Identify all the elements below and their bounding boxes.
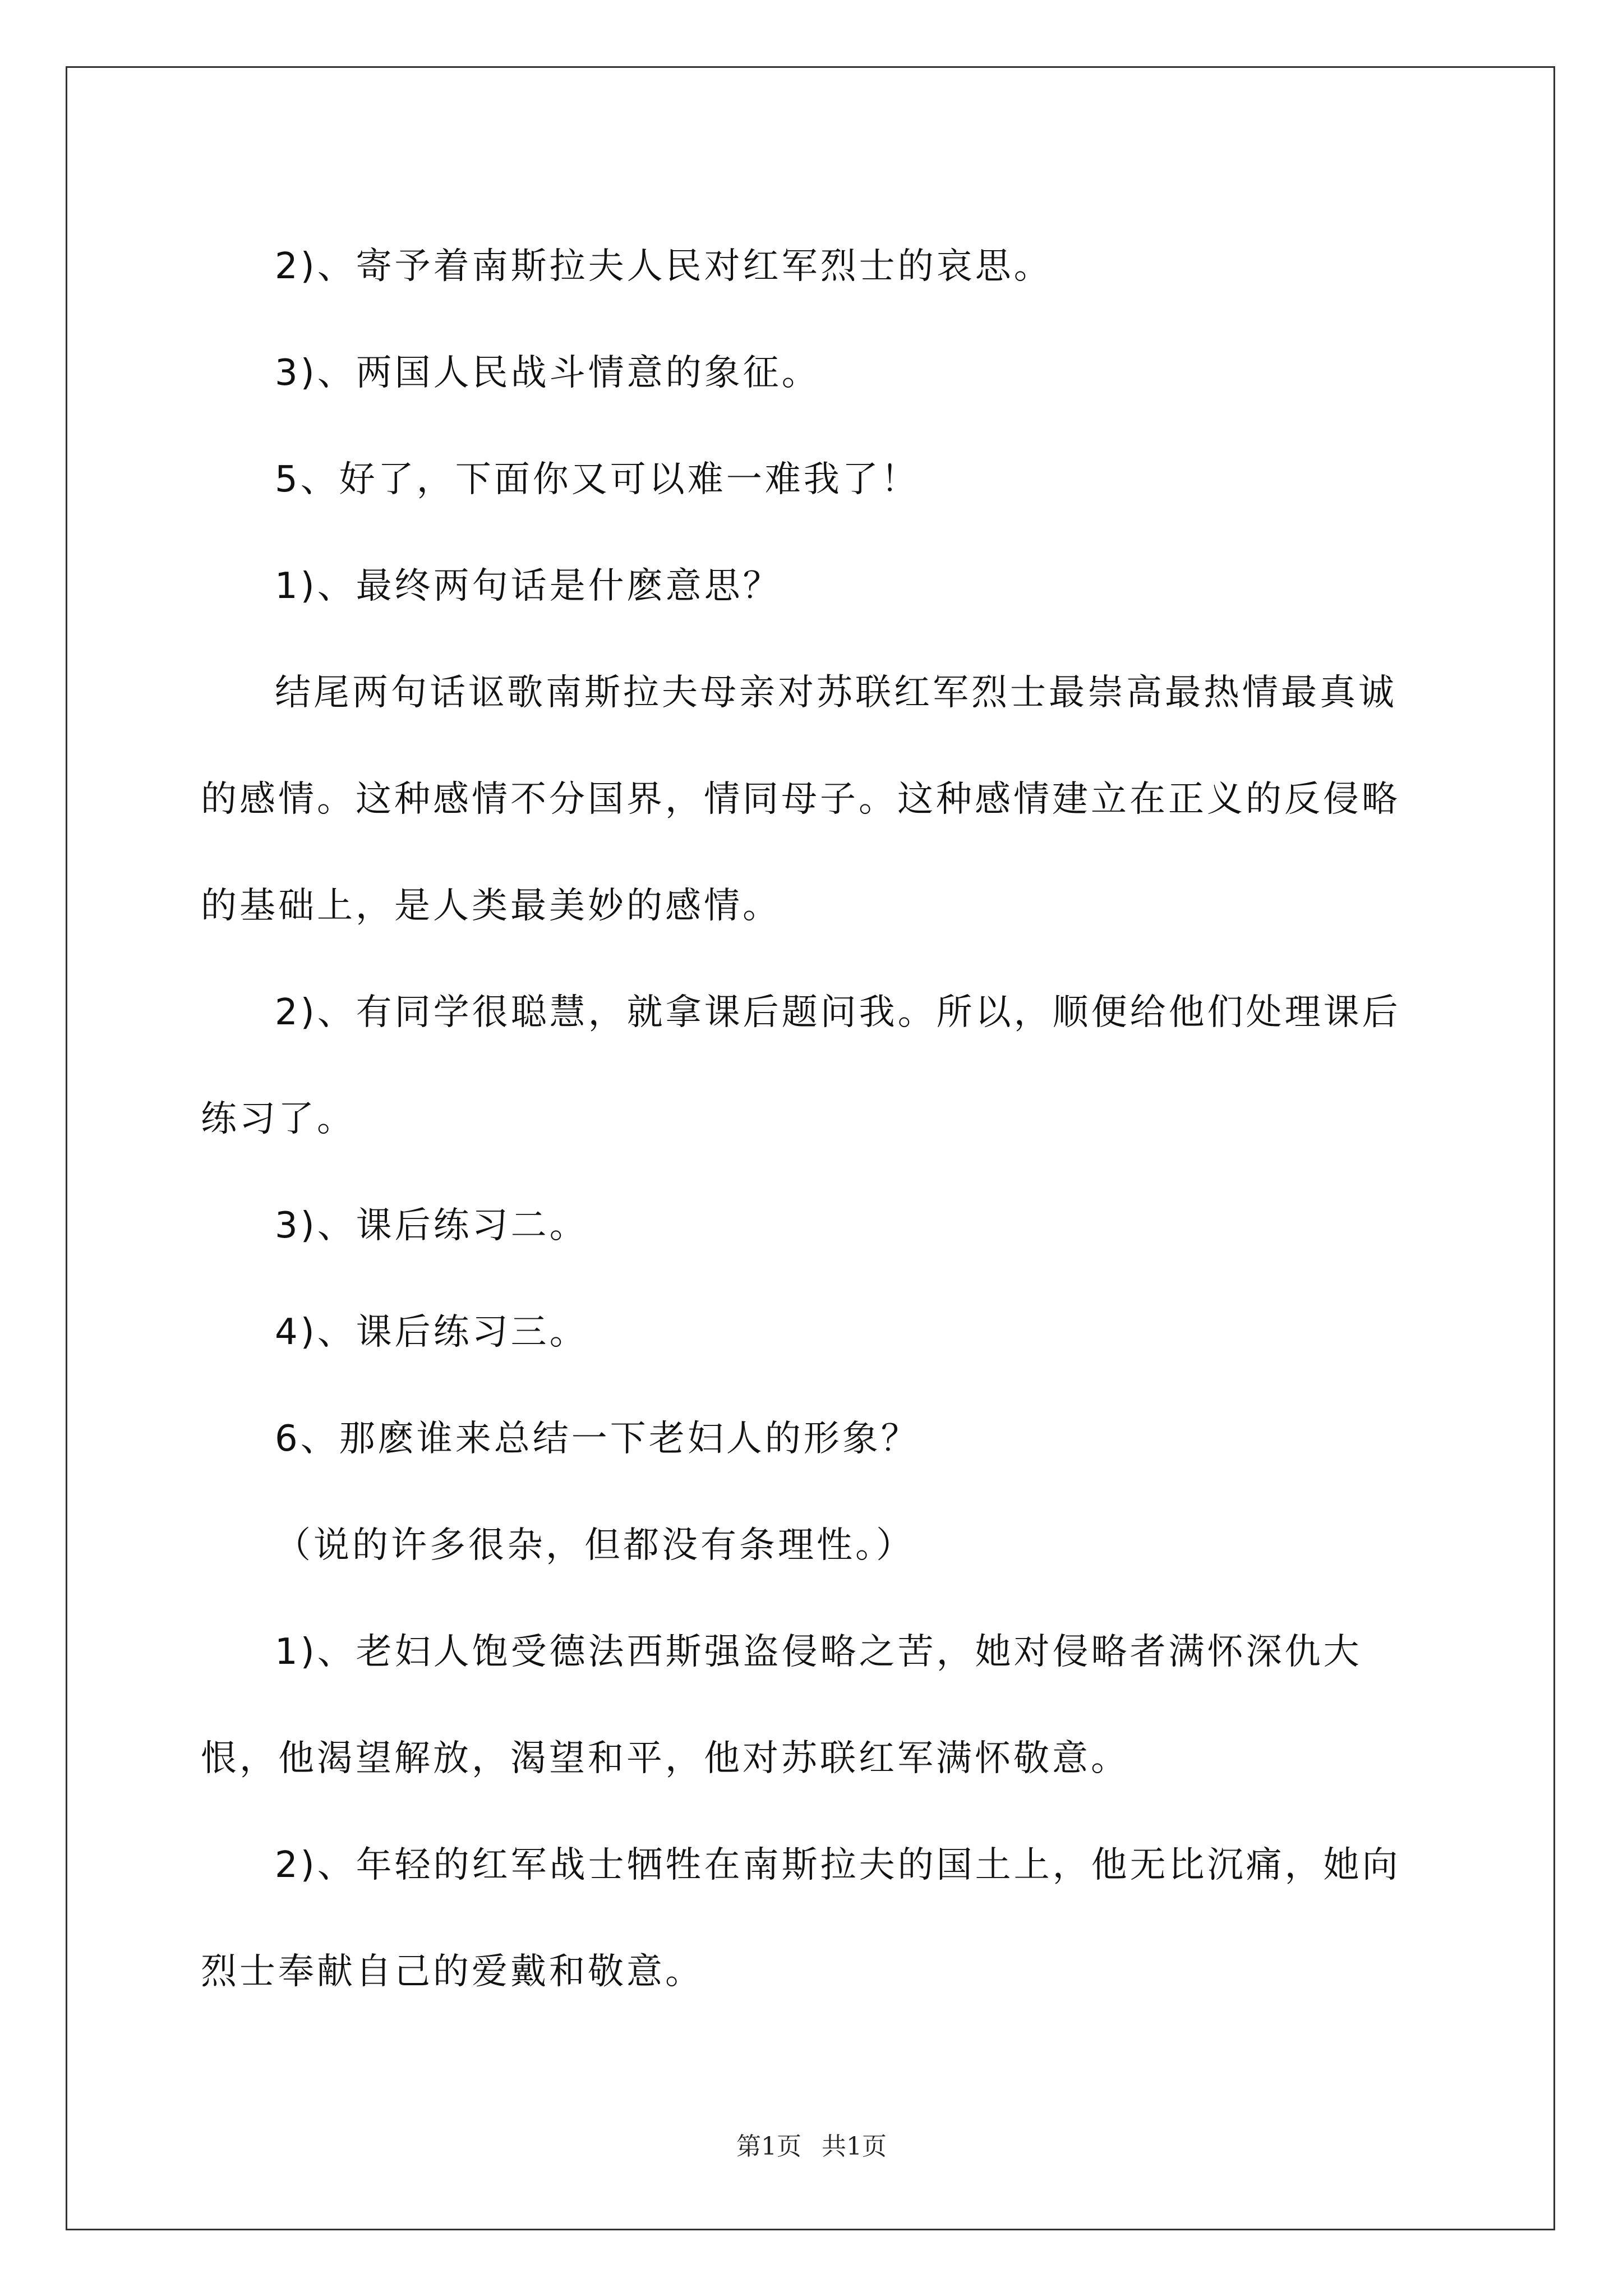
document-body bbox=[201, 213, 1432, 2025]
paragraph: 3)、课后练习二。 bbox=[275, 1205, 588, 1246]
paragraph: 2)、寄予着南斯拉夫人民对红军烈士的哀思。 bbox=[275, 246, 1053, 287]
paragraph: 1)、最终两句话是什麽意思？ bbox=[275, 565, 782, 607]
paragraph: 4)、课后练习三。 bbox=[275, 1312, 588, 1353]
paragraph: 1)、老妇人饱受德法西斯强盗侵略之苦，她对侵略者满怀深仇大恨，他渴望解放，渴望和平，他对苏联红军满怀敬意。 bbox=[201, 1631, 1362, 1779]
page-footer bbox=[0, 2126, 1623, 2162]
paragraph: 2)、年轻的红军战士牺牲在南斯拉夫的国土上，他无比沉痛，她向烈士奉献自己的爱戴和敬意。 bbox=[201, 1844, 1401, 1993]
paragraph: （说的许多很杂，但都没有条理性。） bbox=[275, 1525, 915, 1566]
paragraph: 结尾两句话讴歌南斯拉夫母亲对苏联红军烈士最崇高最热情最真诚的感情。这种感情不分国界，情同母子。这种感情建立在正义的反侵略的基础上，是人类最美妙的感情。 bbox=[201, 672, 1400, 927]
paragraph: 2)、有同学很聪慧，就拿课后题问我。所以，顺便给他们处理课后练习了。 bbox=[201, 992, 1401, 1140]
page-total: 共1页 bbox=[822, 2132, 887, 2161]
paragraph: 6、那麽谁来总结一下老妇人的形象？ bbox=[275, 1418, 920, 1460]
paragraph: 5、好了，下面你又可以难一难我了！ bbox=[275, 459, 920, 500]
page-number: 第1页 bbox=[736, 2132, 801, 2161]
paragraph: 3)、两国人民战斗情意的象征。 bbox=[275, 352, 820, 394]
